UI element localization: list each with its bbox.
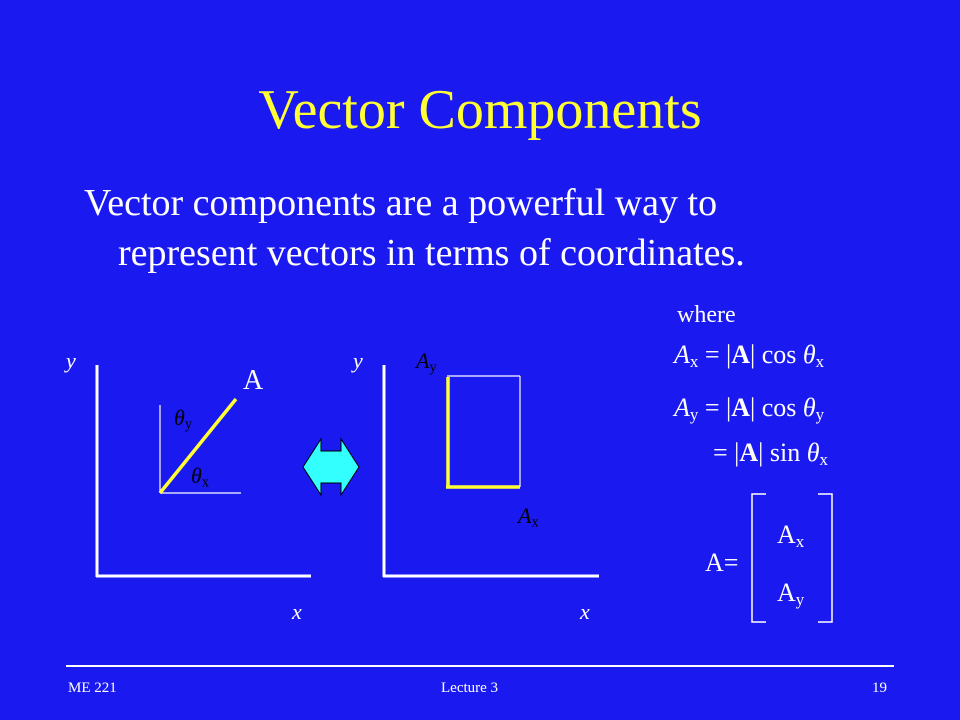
equation-ax: $A_x = |A|$ $\cos \theta_x$ bbox=[674, 340, 825, 372]
slide-title: Vector Components bbox=[258, 79, 702, 141]
matrix-left-bracket bbox=[752, 494, 766, 622]
left-x-axis-label: x bbox=[292, 599, 302, 624]
matrix-lhs: A= bbox=[705, 548, 739, 577]
matrix-right-bracket bbox=[818, 494, 832, 622]
vector-a-label: A bbox=[243, 365, 264, 396]
matrix-top-entry: $A_x$ bbox=[777, 520, 805, 552]
footer-lecture: Lecture 3 bbox=[441, 680, 499, 696]
footer-page-number: 19 bbox=[872, 680, 887, 696]
body-text-line-2: represent vectors in terms of coordinates. bbox=[118, 232, 745, 274]
left-y-axis-label: y bbox=[66, 348, 76, 373]
right-x-axis-label: x bbox=[580, 599, 590, 624]
equation-ay-sin: = |A| $\sin \theta_x$ bbox=[713, 438, 828, 470]
theta-y-label: $\theta_y$ bbox=[174, 405, 192, 433]
equation-ay: $A_y = |A|$ $\cos \theta_y$ bbox=[674, 393, 825, 425]
ay-label: $A_y$ bbox=[416, 348, 437, 376]
where-label: where bbox=[677, 302, 736, 328]
matrix-bottom-entry: $A_y$ bbox=[777, 578, 805, 610]
footer-divider bbox=[66, 665, 894, 667]
double-arrow-icon bbox=[303, 439, 359, 495]
ax-label: $A_x$ bbox=[518, 503, 539, 531]
theta-x-label: $\theta_x$ bbox=[191, 463, 209, 491]
right-y-axis-label: y bbox=[353, 348, 363, 373]
body-text-line-1: Vector components are a powerful way to bbox=[84, 182, 718, 224]
footer-course: ME 221 bbox=[68, 680, 117, 696]
